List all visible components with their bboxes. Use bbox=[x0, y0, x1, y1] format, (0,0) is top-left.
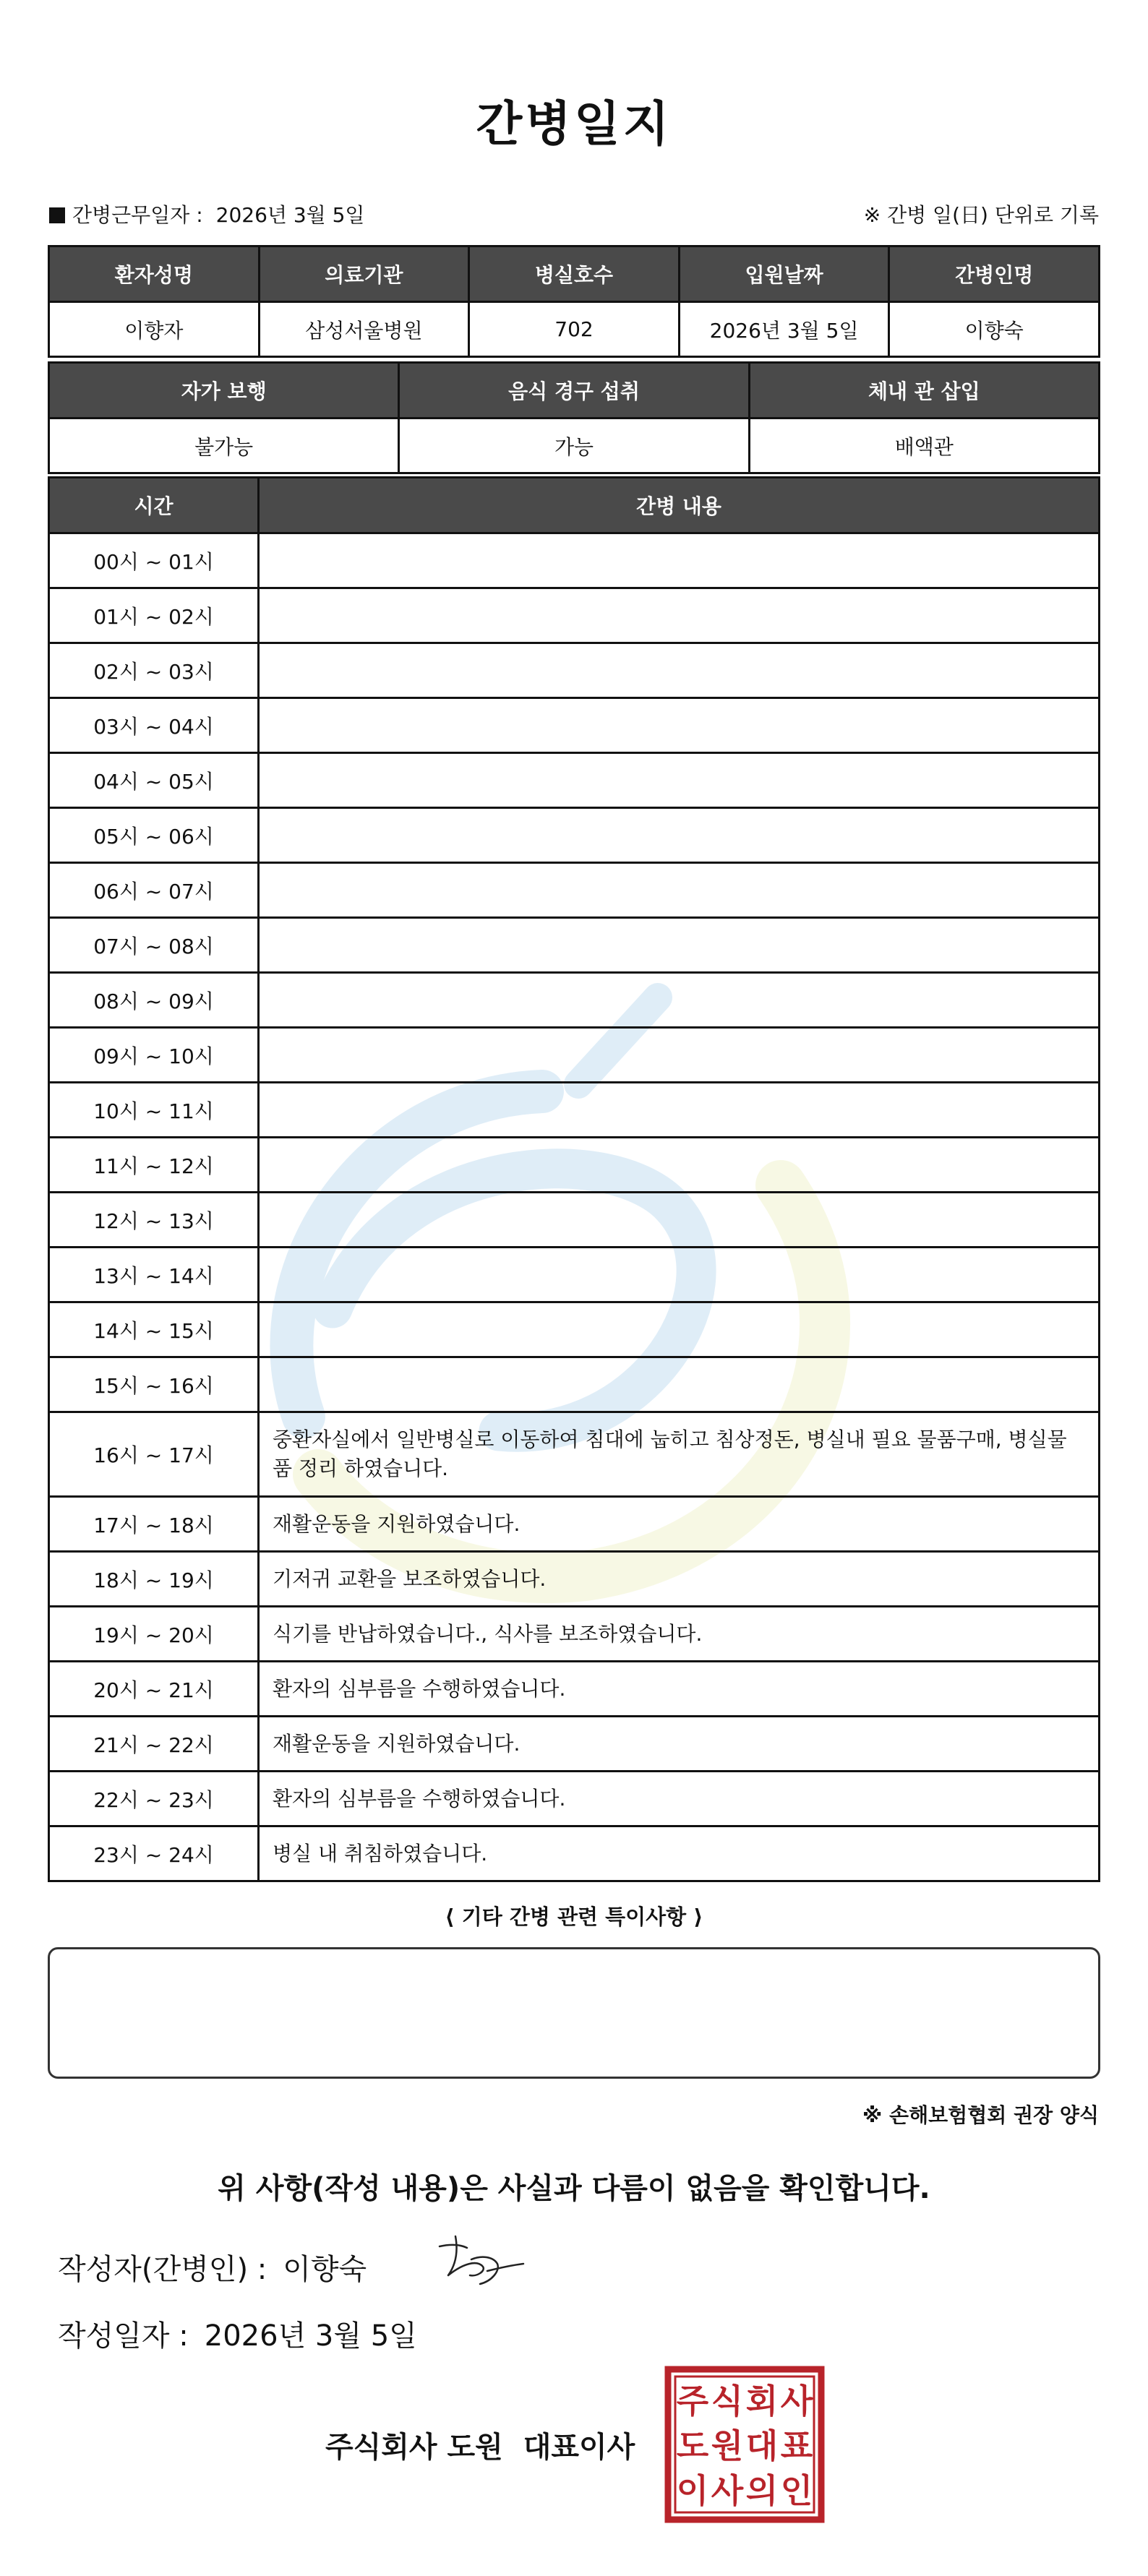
signature-mark bbox=[427, 2231, 528, 2288]
table-row bbox=[49, 533, 1100, 588]
content-cell bbox=[259, 973, 1100, 1028]
content-cell: 중환자실에서 일반병실로 이동하여 침대에 눕히고 침상정돈, 병실내 필요 물품구매, 병실물품 정리 하였습니다. bbox=[259, 1412, 1100, 1497]
write-date-line bbox=[58, 2313, 417, 2354]
time-cell: 14시 ~ 15시 bbox=[49, 1302, 259, 1357]
oral-intake-value: 가능 bbox=[399, 418, 749, 473]
table-row bbox=[49, 1357, 1100, 1412]
content-cell bbox=[259, 918, 1100, 973]
time-cell: 23시 ~ 24시 bbox=[49, 1826, 259, 1881]
svg-text:의: 의 bbox=[745, 2471, 779, 2510]
content-cell bbox=[259, 1193, 1100, 1248]
admission-date: 2026년 3월 5일 bbox=[679, 302, 889, 357]
header-admission-date: 입원날짜 bbox=[679, 246, 889, 302]
square-bullet-icon bbox=[49, 207, 65, 223]
time-cell: 09시 ~ 10시 bbox=[49, 1028, 259, 1083]
unit-note: ※ 간병 일(日) 단위로 기록 bbox=[863, 203, 1099, 227]
table-row bbox=[49, 863, 1100, 918]
svg-text:표: 표 bbox=[780, 2426, 813, 2465]
svg-text:인: 인 bbox=[780, 2471, 813, 2510]
table-row bbox=[49, 1717, 1100, 1772]
table-row bbox=[49, 1497, 1100, 1552]
time-cell: 08시 ~ 09시 bbox=[49, 973, 259, 1028]
confirmation-statement: 위 사항(작성 내용)은 사실과 다름이 없음을 확인합니다. bbox=[218, 2172, 930, 2205]
header-care-content: 간병 내용 bbox=[259, 478, 1100, 533]
content-cell bbox=[259, 863, 1100, 918]
hospital-name: 삼성서울병원 bbox=[259, 302, 469, 357]
writer-name: 이향숙 bbox=[283, 2253, 367, 2286]
table-row bbox=[49, 1607, 1100, 1662]
table-row bbox=[49, 643, 1100, 698]
svg-text:도: 도 bbox=[676, 2426, 709, 2465]
content-cell bbox=[259, 1302, 1100, 1357]
time-cell: 05시 ~ 06시 bbox=[49, 808, 259, 863]
company-seal-stamp bbox=[664, 2365, 826, 2524]
content-cell: 병실 내 취침하였습니다. bbox=[259, 1826, 1100, 1881]
table-row bbox=[49, 1083, 1100, 1138]
svg-text:사: 사 bbox=[780, 2382, 813, 2421]
care-log-table bbox=[48, 476, 1100, 1882]
header-caregiver-name: 간병인명 bbox=[889, 246, 1100, 302]
write-date-value: 2026년 3월 5일 bbox=[204, 2319, 417, 2353]
company-line bbox=[325, 2424, 635, 2465]
table-row bbox=[49, 1248, 1100, 1302]
table-row bbox=[49, 808, 1100, 863]
work-date-line bbox=[49, 199, 364, 228]
work-date-label: 간병근무일자 : bbox=[72, 203, 203, 227]
writer-line bbox=[58, 2246, 367, 2288]
time-cell: 11시 ~ 12시 bbox=[49, 1138, 259, 1193]
table-row bbox=[49, 1028, 1100, 1083]
table-row bbox=[49, 753, 1100, 808]
special-notes-box bbox=[48, 1947, 1100, 2079]
content-cell bbox=[259, 588, 1100, 643]
form-recommendation-note: ※ 손해보험협회 권장 양식 bbox=[862, 2103, 1099, 2127]
table-row bbox=[49, 1552, 1100, 1607]
time-cell: 03시 ~ 04시 bbox=[49, 698, 259, 753]
room-number: 702 bbox=[469, 302, 680, 357]
svg-text:주: 주 bbox=[676, 2382, 709, 2421]
table-row bbox=[49, 1772, 1100, 1826]
content-cell: 기저귀 교환을 보조하였습니다. bbox=[259, 1552, 1100, 1607]
table-row bbox=[49, 973, 1100, 1028]
content-cell: 환자의 심부름을 수행하였습니다. bbox=[259, 1772, 1100, 1826]
content-cell: 환자의 심부름을 수행하였습니다. bbox=[259, 1662, 1100, 1717]
table-row bbox=[49, 1138, 1100, 1193]
content-cell: 재활운동을 지원하였습니다. bbox=[259, 1717, 1100, 1772]
content-cell bbox=[259, 698, 1100, 753]
time-cell: 12시 ~ 13시 bbox=[49, 1193, 259, 1248]
table-row bbox=[49, 1193, 1100, 1248]
content-cell bbox=[259, 1028, 1100, 1083]
header-room: 병실호수 bbox=[469, 246, 680, 302]
time-cell: 02시 ~ 03시 bbox=[49, 643, 259, 698]
content-cell bbox=[259, 1248, 1100, 1302]
representative-title: 대표이사 bbox=[523, 2431, 635, 2464]
content-cell bbox=[259, 808, 1100, 863]
table-row bbox=[49, 588, 1100, 643]
time-cell: 18시 ~ 19시 bbox=[49, 1552, 259, 1607]
time-cell: 21시 ~ 22시 bbox=[49, 1717, 259, 1772]
time-cell: 15시 ~ 16시 bbox=[49, 1357, 259, 1412]
time-cell: 16시 ~ 17시 bbox=[49, 1412, 259, 1497]
self-walking-value: 불가능 bbox=[49, 418, 399, 473]
tube-insertion-value: 배액관 bbox=[749, 418, 1099, 473]
time-cell: 06시 ~ 07시 bbox=[49, 863, 259, 918]
table-row bbox=[49, 1662, 1100, 1717]
svg-text:원: 원 bbox=[711, 2426, 744, 2465]
patient-info-table bbox=[48, 245, 1100, 358]
header-patient-name: 환자성명 bbox=[49, 246, 260, 302]
time-cell: 00시 ~ 01시 bbox=[49, 533, 259, 588]
header-time: 시간 bbox=[49, 478, 259, 533]
patient-status-table bbox=[48, 361, 1100, 474]
svg-text:사: 사 bbox=[711, 2471, 744, 2510]
table-row bbox=[49, 918, 1100, 973]
time-cell: 20시 ~ 21시 bbox=[49, 1662, 259, 1717]
work-date-value: 2026년 3월 5일 bbox=[215, 203, 365, 227]
content-cell bbox=[259, 1138, 1100, 1193]
special-notes-label: ⟨ 기타 간병 관련 특이사항 ⟩ bbox=[445, 1905, 703, 1929]
header-self-walking: 자가 보행 bbox=[49, 363, 399, 418]
patient-name: 이향자 bbox=[49, 302, 260, 357]
content-cell bbox=[259, 533, 1100, 588]
caregiver-name: 이향숙 bbox=[889, 302, 1100, 357]
header-tube-insertion: 체내 관 삽입 bbox=[749, 363, 1099, 418]
time-cell: 19시 ~ 20시 bbox=[49, 1607, 259, 1662]
table-row bbox=[49, 698, 1100, 753]
svg-text:대: 대 bbox=[745, 2426, 779, 2465]
table-row bbox=[49, 1412, 1100, 1497]
time-cell: 04시 ~ 05시 bbox=[49, 753, 259, 808]
content-cell bbox=[259, 1083, 1100, 1138]
time-cell: 10시 ~ 11시 bbox=[49, 1083, 259, 1138]
time-cell: 01시 ~ 02시 bbox=[49, 588, 259, 643]
time-cell: 17시 ~ 18시 bbox=[49, 1497, 259, 1552]
time-cell: 07시 ~ 08시 bbox=[49, 918, 259, 973]
page-title: 간병일지 bbox=[476, 96, 672, 152]
time-cell: 13시 ~ 14시 bbox=[49, 1248, 259, 1302]
svg-text:회: 회 bbox=[745, 2382, 779, 2421]
content-cell bbox=[259, 643, 1100, 698]
table-row bbox=[49, 1302, 1100, 1357]
write-date-label: 작성일자 : bbox=[58, 2319, 189, 2353]
header-hospital: 의료기관 bbox=[259, 246, 469, 302]
table-row bbox=[49, 1826, 1100, 1881]
content-cell: 재활운동을 지원하였습니다. bbox=[259, 1497, 1100, 1552]
company-name: 주식회사 도원 bbox=[325, 2431, 503, 2464]
header-oral-intake: 음식 경구 섭취 bbox=[399, 363, 749, 418]
time-cell: 22시 ~ 23시 bbox=[49, 1772, 259, 1826]
content-cell bbox=[259, 753, 1100, 808]
svg-text:식: 식 bbox=[711, 2382, 744, 2421]
writer-label: 작성자(간병인) : bbox=[58, 2253, 267, 2286]
svg-text:이: 이 bbox=[676, 2471, 709, 2510]
content-cell bbox=[259, 1357, 1100, 1412]
content-cell: 식기를 반납하였습니다., 식사를 보조하였습니다. bbox=[259, 1607, 1100, 1662]
